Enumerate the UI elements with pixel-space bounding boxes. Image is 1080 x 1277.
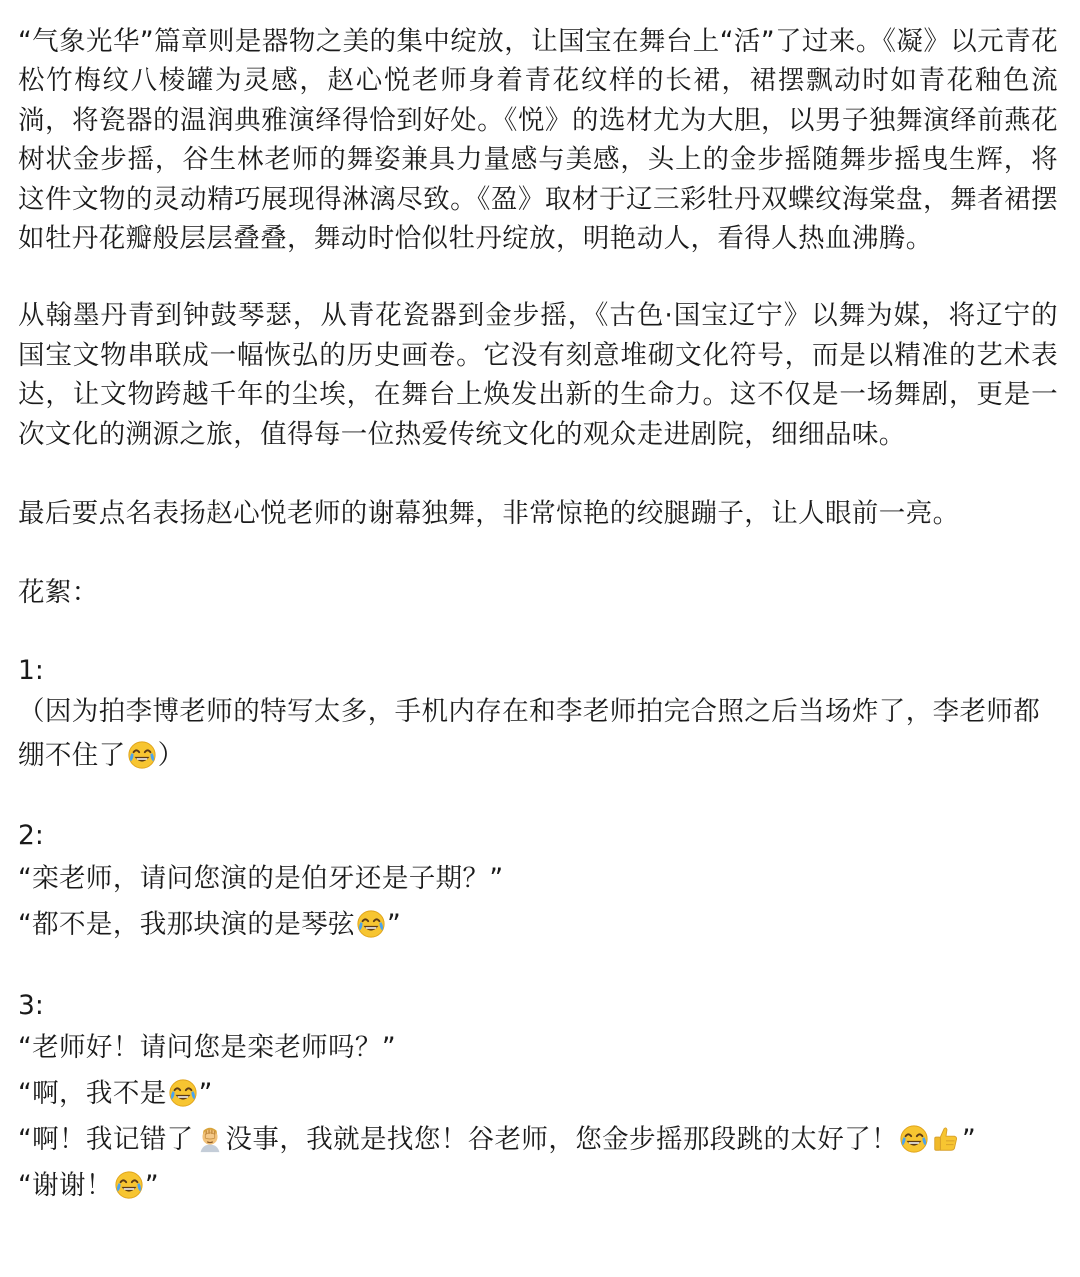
trivia-text-part: “啊，我不是: [18, 1078, 167, 1110]
trivia-line: [18, 1071, 1058, 1117]
trivia-line: [18, 1117, 1058, 1163]
trivia-item-2: [18, 816, 1058, 947]
trivia-text-part: ”: [198, 1078, 213, 1110]
trivia-number: 3:: [18, 989, 44, 1021]
trivia-number: 1:: [18, 654, 44, 686]
trivia-heading: 花絮：: [18, 577, 99, 609]
trivia-text: [18, 690, 1058, 778]
trivia-text-part: ）: [157, 740, 185, 772]
trivia-text-part: ”: [962, 1124, 977, 1156]
trivia-number: 2:: [18, 820, 44, 852]
person-facepalming-icon: [195, 1124, 225, 1154]
paragraph-curtain-call: 最后要点名表扬赵心悦老师的谢幕独舞，非常惊艳的绞腿蹦子，让人眼前一亮。: [18, 498, 960, 530]
trivia-item-1: [18, 651, 1058, 778]
trivia-text-part: “谢谢！: [18, 1170, 113, 1202]
trivia-text-part: 没事，我就是找您！谷老师，您金步摇那段跳的太好了！: [225, 1124, 899, 1156]
face-with-tears-of-joy-icon: [168, 1078, 198, 1108]
trivia-text-part: ”: [386, 908, 402, 940]
trivia-text-part: “都不是，我那块演的是琴弦: [18, 908, 355, 940]
face-with-tears-of-joy-icon: [356, 909, 386, 939]
trivia-text-part: （因为拍李博老师的特写太多，手机内存在和李老师拍完合照之后当场炸了，李老师都绷不住了: [18, 696, 1041, 772]
trivia-line: “栾老师，请问您演的是伯牙还是子期？”: [18, 862, 504, 894]
trivia-line: [18, 902, 1058, 948]
trivia-text-part: “啊！我记错了: [18, 1124, 194, 1156]
face-with-tears-of-joy-icon: [127, 740, 157, 770]
face-with-tears-of-joy-icon: [114, 1170, 144, 1200]
paragraph-summary: 从翰墨丹青到钟鼓琴瑟，从青花瓷器到金步摇，《古色·国宝辽宁》以舞为媒，将辽宁的国宝文物串联成一幅恢弘的历史画卷。它没有刻意堆砌文化符号，而是以精准的艺术表达，让文物跨越千年的尘埃，在舞台上焕发出新的生命力。这不仅是一场舞剧，更是一次文化的溯源之旅，值得每一位热爱传统文化的观众走进剧院，细细品味。: [18, 300, 1058, 450]
thumbs-up-icon: [931, 1124, 961, 1154]
trivia-line: [18, 1163, 1058, 1209]
trivia-text-part: ”: [144, 1170, 159, 1202]
face-with-tears-of-joy-icon: [899, 1124, 929, 1154]
paragraph-qixiang-guanghua: “气象光华”篇章则是器物之美的集中绽放，让国宝在舞台上“活”了过来。《凝》以元青花松竹梅纹八棱罐为灵感，赵心悦老师身着青花纹样的长裙，裙摆飘动时如青花釉色流淌，将瓷器的温润典雅演绎得恰到好处。《悦》的选材尤为大胆，以男子独舞演绎前燕花树状金步摇，谷生林老师的舞姿兼具力量感与美感，头上的金步摇随舞步摇曳生辉，将这件文物的灵动精巧展现得淋漓尽致。《盈》取材于辽三彩牡丹双蝶纹海棠盘，舞者裙摆如牡丹花瓣般层层叠叠，舞动时恰似牡丹绽放，明艳动人，看得人热血沸腾。: [18, 26, 1058, 255]
trivia-line: “老师好！请问您是栾老师吗？”: [18, 1032, 396, 1064]
trivia-item-3: [18, 986, 1058, 1209]
article-body: [18, 22, 1058, 1209]
